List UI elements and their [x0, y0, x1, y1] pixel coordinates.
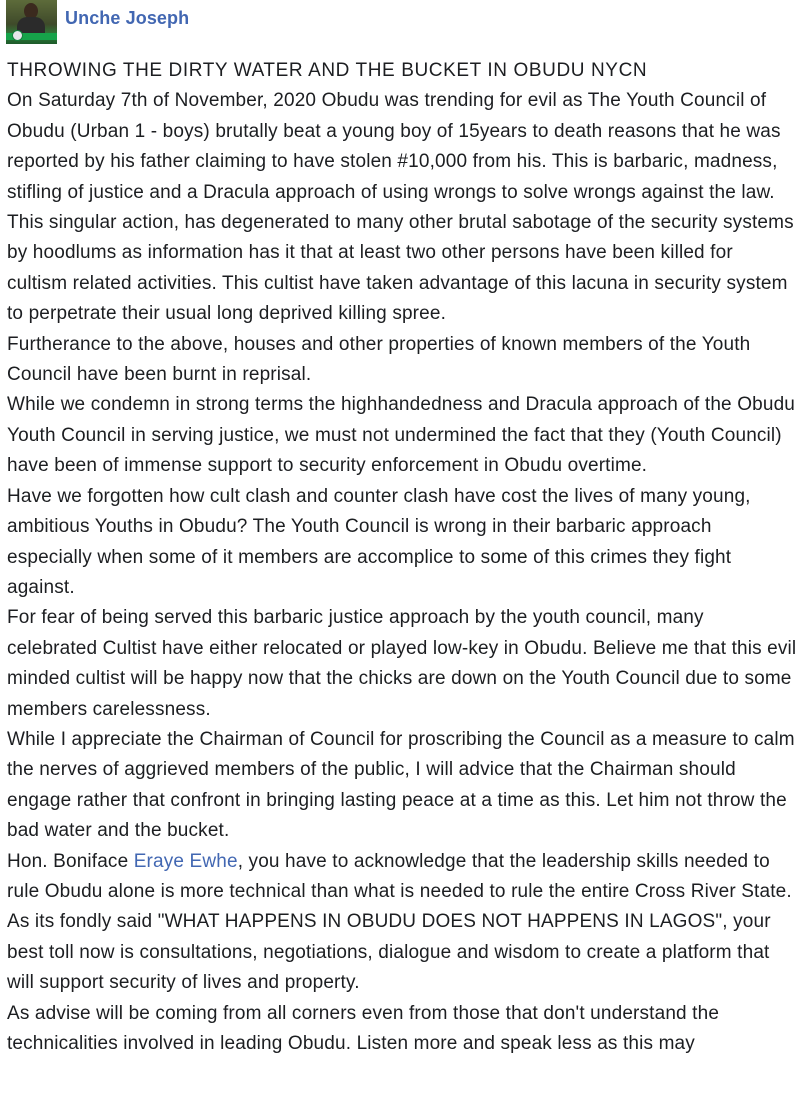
author-name-link[interactable]: Unche Joseph	[65, 8, 190, 28]
post-header	[6, 0, 189, 44]
post-paragraph-2: This singular action, has degenerated to many other brutal sabotage of the security systems by hoodlums as information has it that at least two other persons have been killed for cultism related activities. This cultist have taken advantage of this lacuna in security system to perpetrate their usual long deprived killing spree.	[7, 212, 794, 325]
post-paragraph-3: Furtherance to the above, houses and other properties of known members of the Youth Council have been burnt in reprisal.	[7, 333, 751, 386]
post-paragraph-1: On Saturday 7th of November, 2020 Obudu was trending for evil as The Youth Council of Obudu (Urban 1 - boys) brutally beat a young boy of 15years to death reasons that he was reported by his father claiming to have stolen #10,000 from his. This is barbaric, madness, stifling of justice and a Dracula approach of using wrongs to solve wrongs against the law.	[7, 90, 781, 203]
post-paragraph-5: Have we forgotten how cult clash and counter clash have cost the lives of many young, ambitious Youths in Obudu? The Youth Council is wrong in their barbaric approach especially when some of it members are accomplice to some of this crimes they fight against.	[7, 485, 751, 598]
mention-prefix: Hon. Boniface	[7, 850, 134, 872]
post-paragraph-8	[7, 847, 797, 999]
post-paragraph-7: While I appreciate the Chairman of Council for proscribing the Council as a measure to calm the nerves of aggrieved members of the public, I will advice that the Chairman should engage rather that confront in bringing lasting peace at a time as this. Let him not throw the bad water and the bucket.	[7, 728, 795, 842]
post-paragraph-6: For fear of being served this barbaric justice approach by the youth council, many celebrated Cultist have either relocated or played low-key in Obudu. Believe me that this evil minded cultist will be happy now that the chicks are down on the Youth Council due to some members carelessness.	[7, 607, 797, 720]
mention-suffix: , you have to acknowledge that the leadership skills needed to rule Obudu alone is more technical than what is needed to rule the entire Cross River State. As its fondly said "WHAT HAPPENS IN OBUDU DOES NOT HAPPENS IN LAGOS", your best toll now is consultations, negotiations, dialogue and wisdom to create a platform that will support security of lives and property.	[7, 850, 792, 994]
mention-link[interactable]: Eraye Ewhe	[133, 850, 238, 872]
post-paragraph-9: As advise will be coming from all corners even from those that don't understand the technicalities involved in leading Obudu. Listen more and speak less as this may	[7, 1002, 720, 1054]
avatar[interactable]	[6, 0, 57, 44]
post-body	[7, 56, 797, 1059]
post-title: THROWING THE DIRTY WATER AND THE BUCKET IN OBUDU NYCN	[7, 60, 648, 81]
post-paragraph-4: While we condemn in strong terms the highhandedness and Dracula approach of the Obudu Youth Council in serving justice, we must not undermined the fact that they (Youth Council) have been of immense support to security enforcement in Obudu overtime.	[7, 394, 796, 477]
